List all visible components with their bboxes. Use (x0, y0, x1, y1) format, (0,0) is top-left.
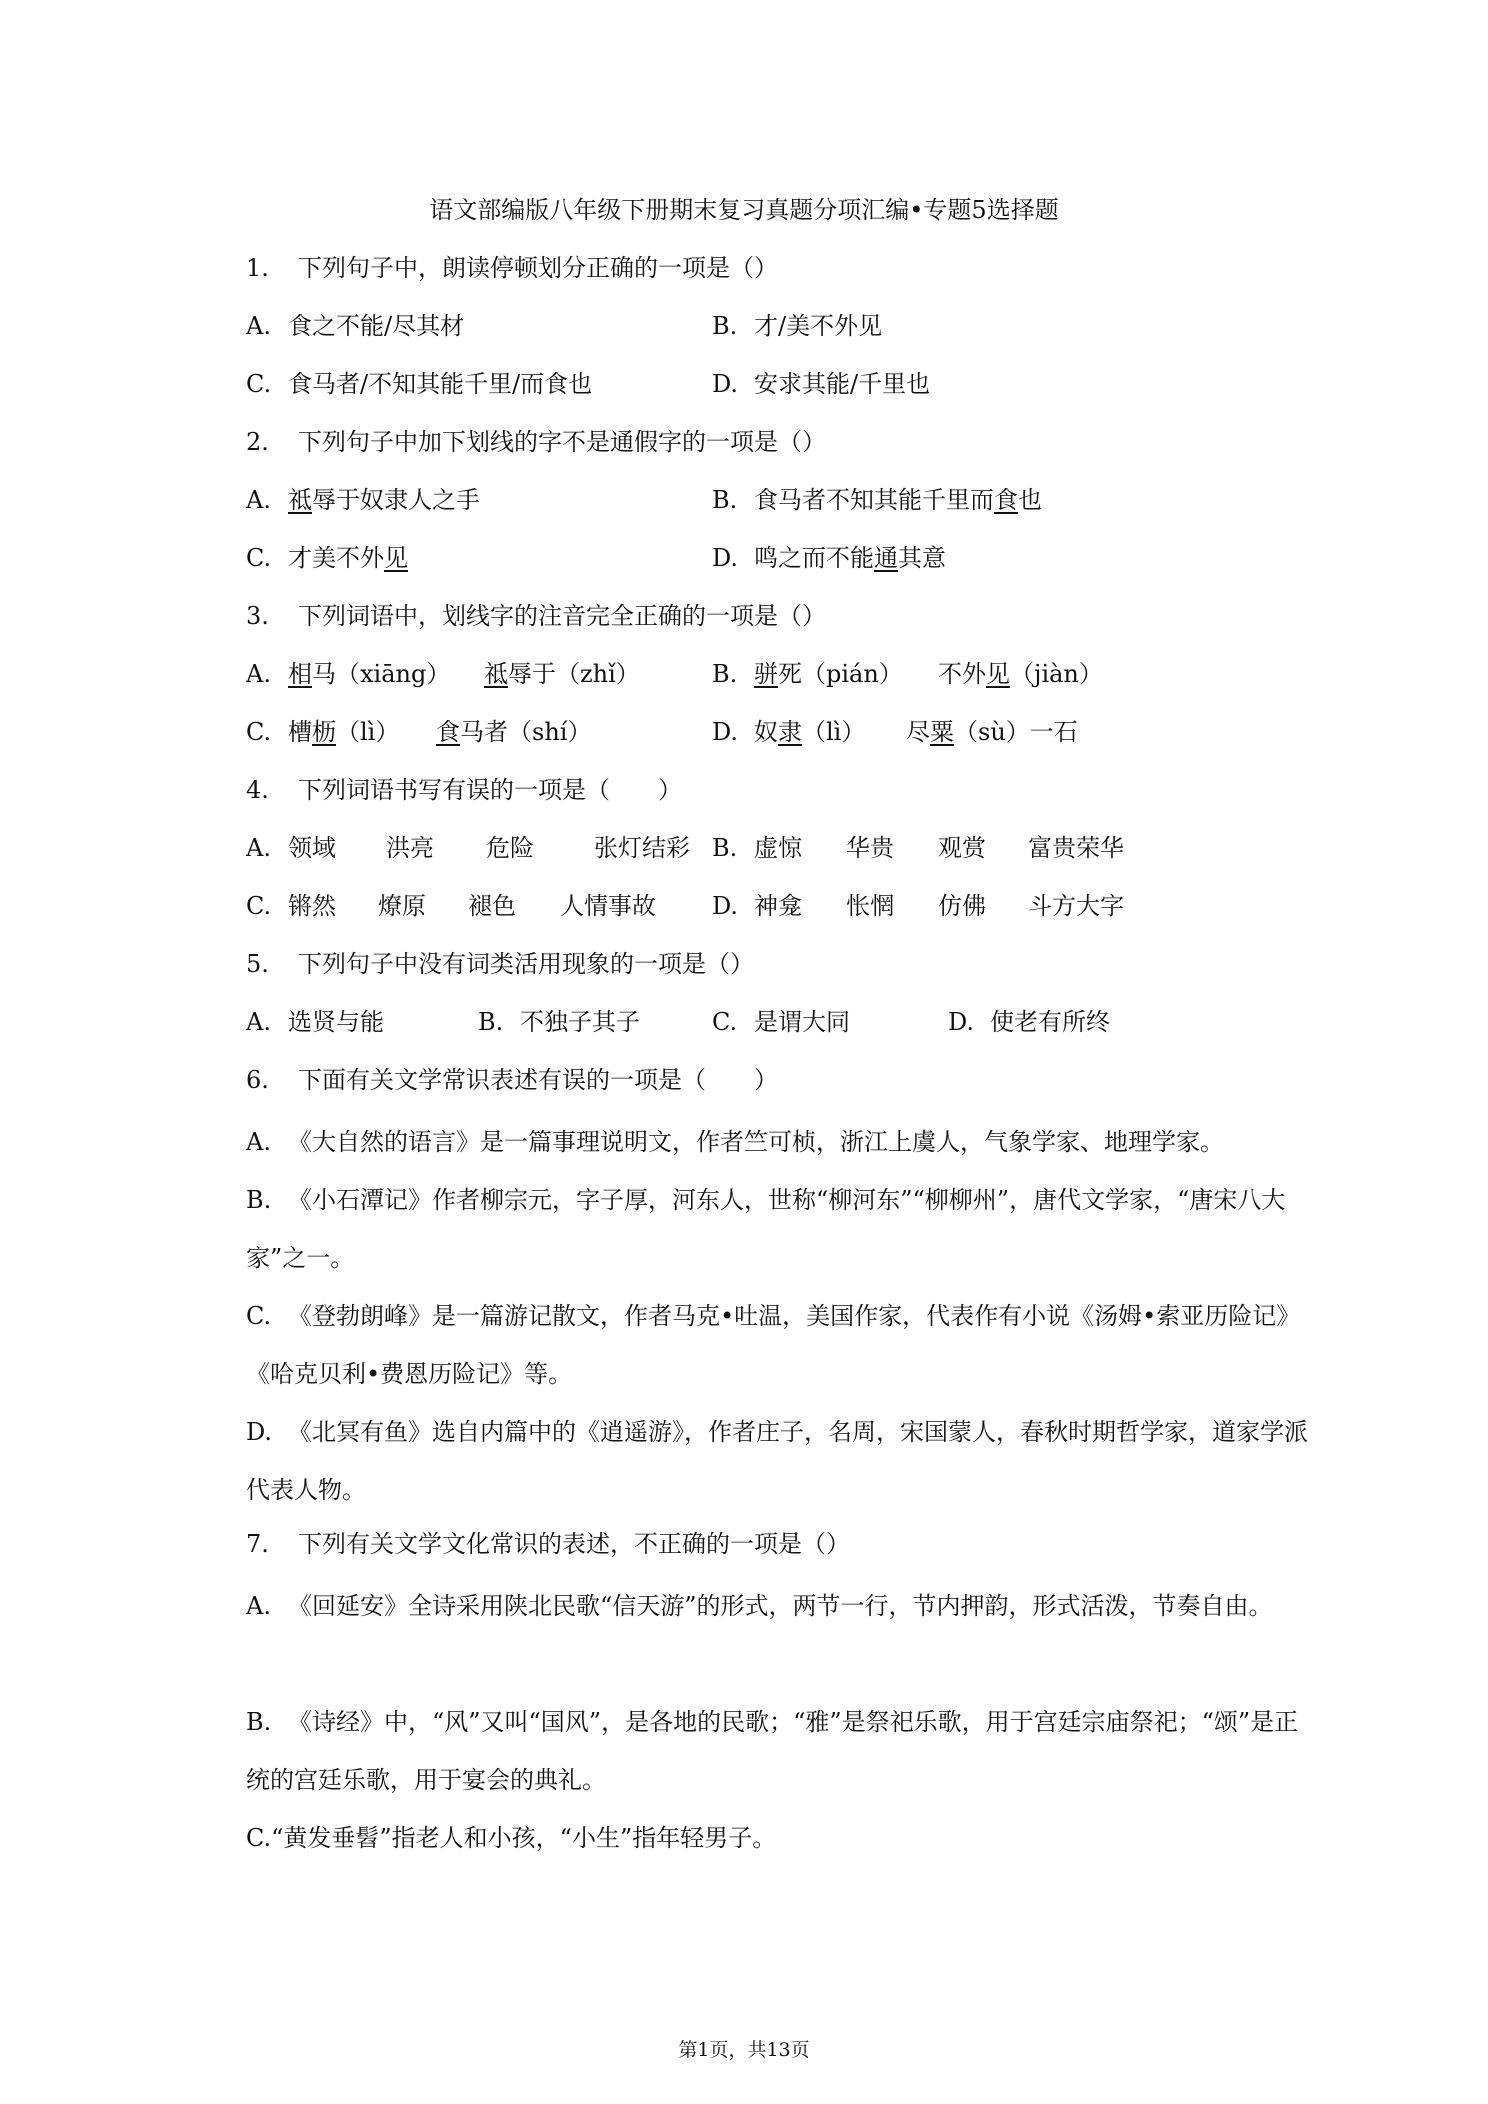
word: 张灯结彩 (594, 834, 690, 862)
underlined-char: 见 (384, 544, 408, 572)
option-letter: A. (246, 1008, 271, 1036)
option-text: （lì） (336, 718, 400, 746)
word: 富贵荣华 (1028, 834, 1124, 862)
word: 神龛 (754, 892, 802, 920)
option-5a (246, 1004, 384, 1040)
word: 锵然 (288, 892, 336, 920)
option-text: （jiàn） (1010, 660, 1103, 688)
option-3d (712, 714, 865, 750)
option-text: 《登勃朗峰》是一篇游记散文，作者马克•吐温，美国作家，代表作有小说《汤姆•索亚历险记》《哈克贝利•费恩历险记》等。 (246, 1302, 1301, 1388)
option-letter: C. (246, 718, 272, 746)
option-text: 鸣之而不能 (754, 544, 874, 572)
option-text: 辱于奴隶人之手 (312, 486, 480, 514)
option-letter: B. (712, 834, 738, 862)
option-3c-second (436, 714, 591, 750)
question-number: 5. (246, 950, 269, 978)
question-stem: 下列有关文学文化常识的表述，不正确的一项是（） (298, 1530, 850, 1558)
underlined-char: 食 (436, 718, 460, 746)
option-text: 不独子其子 (520, 1008, 640, 1036)
option-letter: A. (246, 1128, 271, 1156)
question-stem: 下列句子中，朗读停顿划分正确的一项是（） (298, 254, 778, 282)
option-text: 食马者不知其能千里而 (754, 486, 994, 514)
option-letter: B. (712, 486, 738, 514)
option-text: 《回延安》全诗采用陕北民歌“信天游”的形式，两节一行，节内押韵，形式活泼，节奏自由。 (288, 1592, 1273, 1620)
option-4b (712, 830, 754, 866)
word: 燎原 (378, 892, 426, 920)
option-text: 其意 (898, 544, 946, 572)
underlined-char: 隶 (778, 718, 802, 746)
word: 仿佛 (938, 892, 986, 920)
page-footer: 第1页，共13页 (678, 2039, 810, 2061)
option-text: 食马者/不知其能千里/而食也 (288, 370, 593, 398)
word: 领域 (288, 834, 336, 862)
option-7b (246, 1693, 1310, 1809)
option-3a (246, 656, 450, 692)
option-text: 马者（shí） (460, 718, 592, 746)
option-letter: D. (712, 544, 739, 572)
option-text: 《诗经》中，“风”又叫“国风”，是各地的民歌；“雅”是祭祀乐歌，用于宫廷宗庙祭祀；“颂”是正统的宫廷乐歌，用于宴会的典礼。 (246, 1708, 1299, 1794)
option-letter: B. (712, 312, 738, 340)
option-4a (246, 830, 288, 866)
option-letter: A. (246, 486, 271, 514)
option-6b (246, 1171, 1310, 1287)
word: 虚惊 (754, 834, 802, 862)
option-text: 才美不外 (288, 544, 384, 572)
option-text: 尽 (906, 718, 930, 746)
word: 观赏 (938, 834, 986, 862)
option-3b (712, 656, 903, 692)
option-letter: B. (246, 1186, 272, 1214)
question-stem: 下列句子中加下划线的字不是通假字的一项是（） (298, 428, 826, 456)
page-title: 语文部编版八年级下册期末复习真题分项汇编•专题5选择题 (429, 196, 1059, 224)
option-3c (246, 714, 399, 750)
option-text: “黄发垂髫”指老人和小孩，“小生”指年轻男子。 (271, 1824, 777, 1852)
question-number: 4. (246, 776, 269, 804)
question-2 (246, 424, 826, 460)
word: 洪亮 (386, 834, 434, 862)
word: 华贵 (846, 834, 894, 862)
question-number: 1. (246, 254, 269, 282)
question-stem: 下面有关文学常识表述有误的一项是（ ） (298, 1066, 778, 1094)
option-text: （lì） (802, 718, 866, 746)
underlined-char: 祗 (484, 660, 508, 688)
word: 危险 (486, 834, 534, 862)
underlined-char: 粟 (930, 718, 954, 746)
option-letter: B. (712, 660, 738, 688)
question-number: 7. (246, 1530, 269, 1558)
option-text: 辱于（zhǐ） (508, 660, 640, 688)
option-text: 《北冥有鱼》选自内篇中的《逍遥游》，作者庄子，名周，宋国蒙人，春秋时期哲学家，道家学派代表人物。 (246, 1418, 1308, 1504)
question-stem: 下列句子中没有词类活用现象的一项是（） (298, 950, 754, 978)
option-3d-second (906, 714, 1078, 750)
question-1 (246, 250, 778, 286)
option-2d (712, 540, 946, 576)
option-text: 不外 (938, 660, 986, 688)
option-text: 是谓大同 (754, 1008, 850, 1036)
option-3a-second (484, 656, 640, 692)
option-letter: A. (246, 660, 271, 688)
option-letter: C. (712, 1008, 738, 1036)
question-stem: 下列词语中，划线字的注音完全正确的一项是（） (298, 602, 826, 630)
underlined-char: 通 (874, 544, 898, 572)
option-text: 安求其能/千里也 (754, 370, 931, 398)
option-6d (246, 1403, 1310, 1519)
option-text: 也 (1018, 486, 1042, 514)
option-text: 《大自然的语言》是一篇事理说明文，作者竺可桢，浙江上虞人，气象学家、地理学家。 (288, 1128, 1224, 1156)
underlined-char: 食 (994, 486, 1018, 514)
word: 怅惘 (846, 892, 894, 920)
option-text: （sù）一石 (954, 718, 1078, 746)
option-text: 死（pián） (778, 660, 903, 688)
option-letter: A. (246, 834, 271, 862)
option-letter: C. (246, 370, 272, 398)
underlined-char: 祗 (288, 486, 312, 514)
option-5b (478, 1004, 640, 1040)
option-letter: C. (246, 1302, 272, 1330)
option-2b (712, 482, 1042, 518)
option-letter: C. (246, 1824, 272, 1852)
word: 人情事故 (560, 892, 656, 920)
underlined-char: 枥 (312, 718, 336, 746)
option-letter: A. (246, 1592, 271, 1620)
option-letter: D. (246, 1418, 273, 1446)
option-letter: B. (478, 1008, 504, 1036)
question-6 (246, 1062, 778, 1098)
option-6c (246, 1287, 1310, 1403)
option-5d (948, 1004, 1110, 1040)
option-7c (246, 1809, 1310, 1867)
option-1a (246, 308, 464, 344)
option-text: 奴 (754, 718, 778, 746)
word: 褪色 (468, 892, 516, 920)
option-6a (246, 1113, 1310, 1171)
option-text: 马（xiāng） (312, 660, 451, 688)
option-text: 才/美不外见 (754, 312, 883, 340)
option-1d (712, 366, 930, 402)
question-number: 2. (246, 428, 269, 456)
question-stem: 下列词语书写有误的一项是（ ） (298, 776, 682, 804)
option-4d (712, 888, 754, 924)
option-text: 《小石潭记》作者柳宗元，字子厚，河东人，世称“柳河东”“柳柳州”，唐代文学家，“唐宋八大家”之一。 (246, 1186, 1286, 1272)
option-letter: D. (712, 370, 739, 398)
option-letter: C. (246, 892, 272, 920)
underlined-char: 骈 (754, 660, 778, 688)
option-letter: B. (246, 1708, 272, 1736)
option-4c (246, 888, 288, 924)
option-letter: A. (246, 312, 271, 340)
option-text: 选贤与能 (288, 1008, 384, 1036)
question-7 (246, 1526, 850, 1562)
underlined-char: 见 (986, 660, 1010, 688)
option-text: 食之不能/尽其材 (288, 312, 465, 340)
question-number: 3. (246, 602, 269, 630)
question-5 (246, 946, 754, 982)
option-1c (246, 366, 592, 402)
option-3b-second (938, 656, 1103, 692)
option-1b (712, 308, 882, 344)
option-text: 使老有所终 (990, 1008, 1110, 1036)
option-5c (712, 1004, 850, 1040)
option-2c (246, 540, 408, 576)
option-2a (246, 482, 480, 518)
question-number: 6. (246, 1066, 269, 1094)
option-letter: C. (246, 544, 272, 572)
option-text: 槽 (288, 718, 312, 746)
question-3 (246, 598, 826, 634)
underlined-char: 相 (288, 660, 312, 688)
option-7a (246, 1577, 1310, 1635)
question-4 (246, 772, 682, 808)
option-letter: D. (712, 892, 739, 920)
option-letter: D. (712, 718, 739, 746)
option-letter: D. (948, 1008, 975, 1036)
word: 斗方大字 (1028, 892, 1124, 920)
